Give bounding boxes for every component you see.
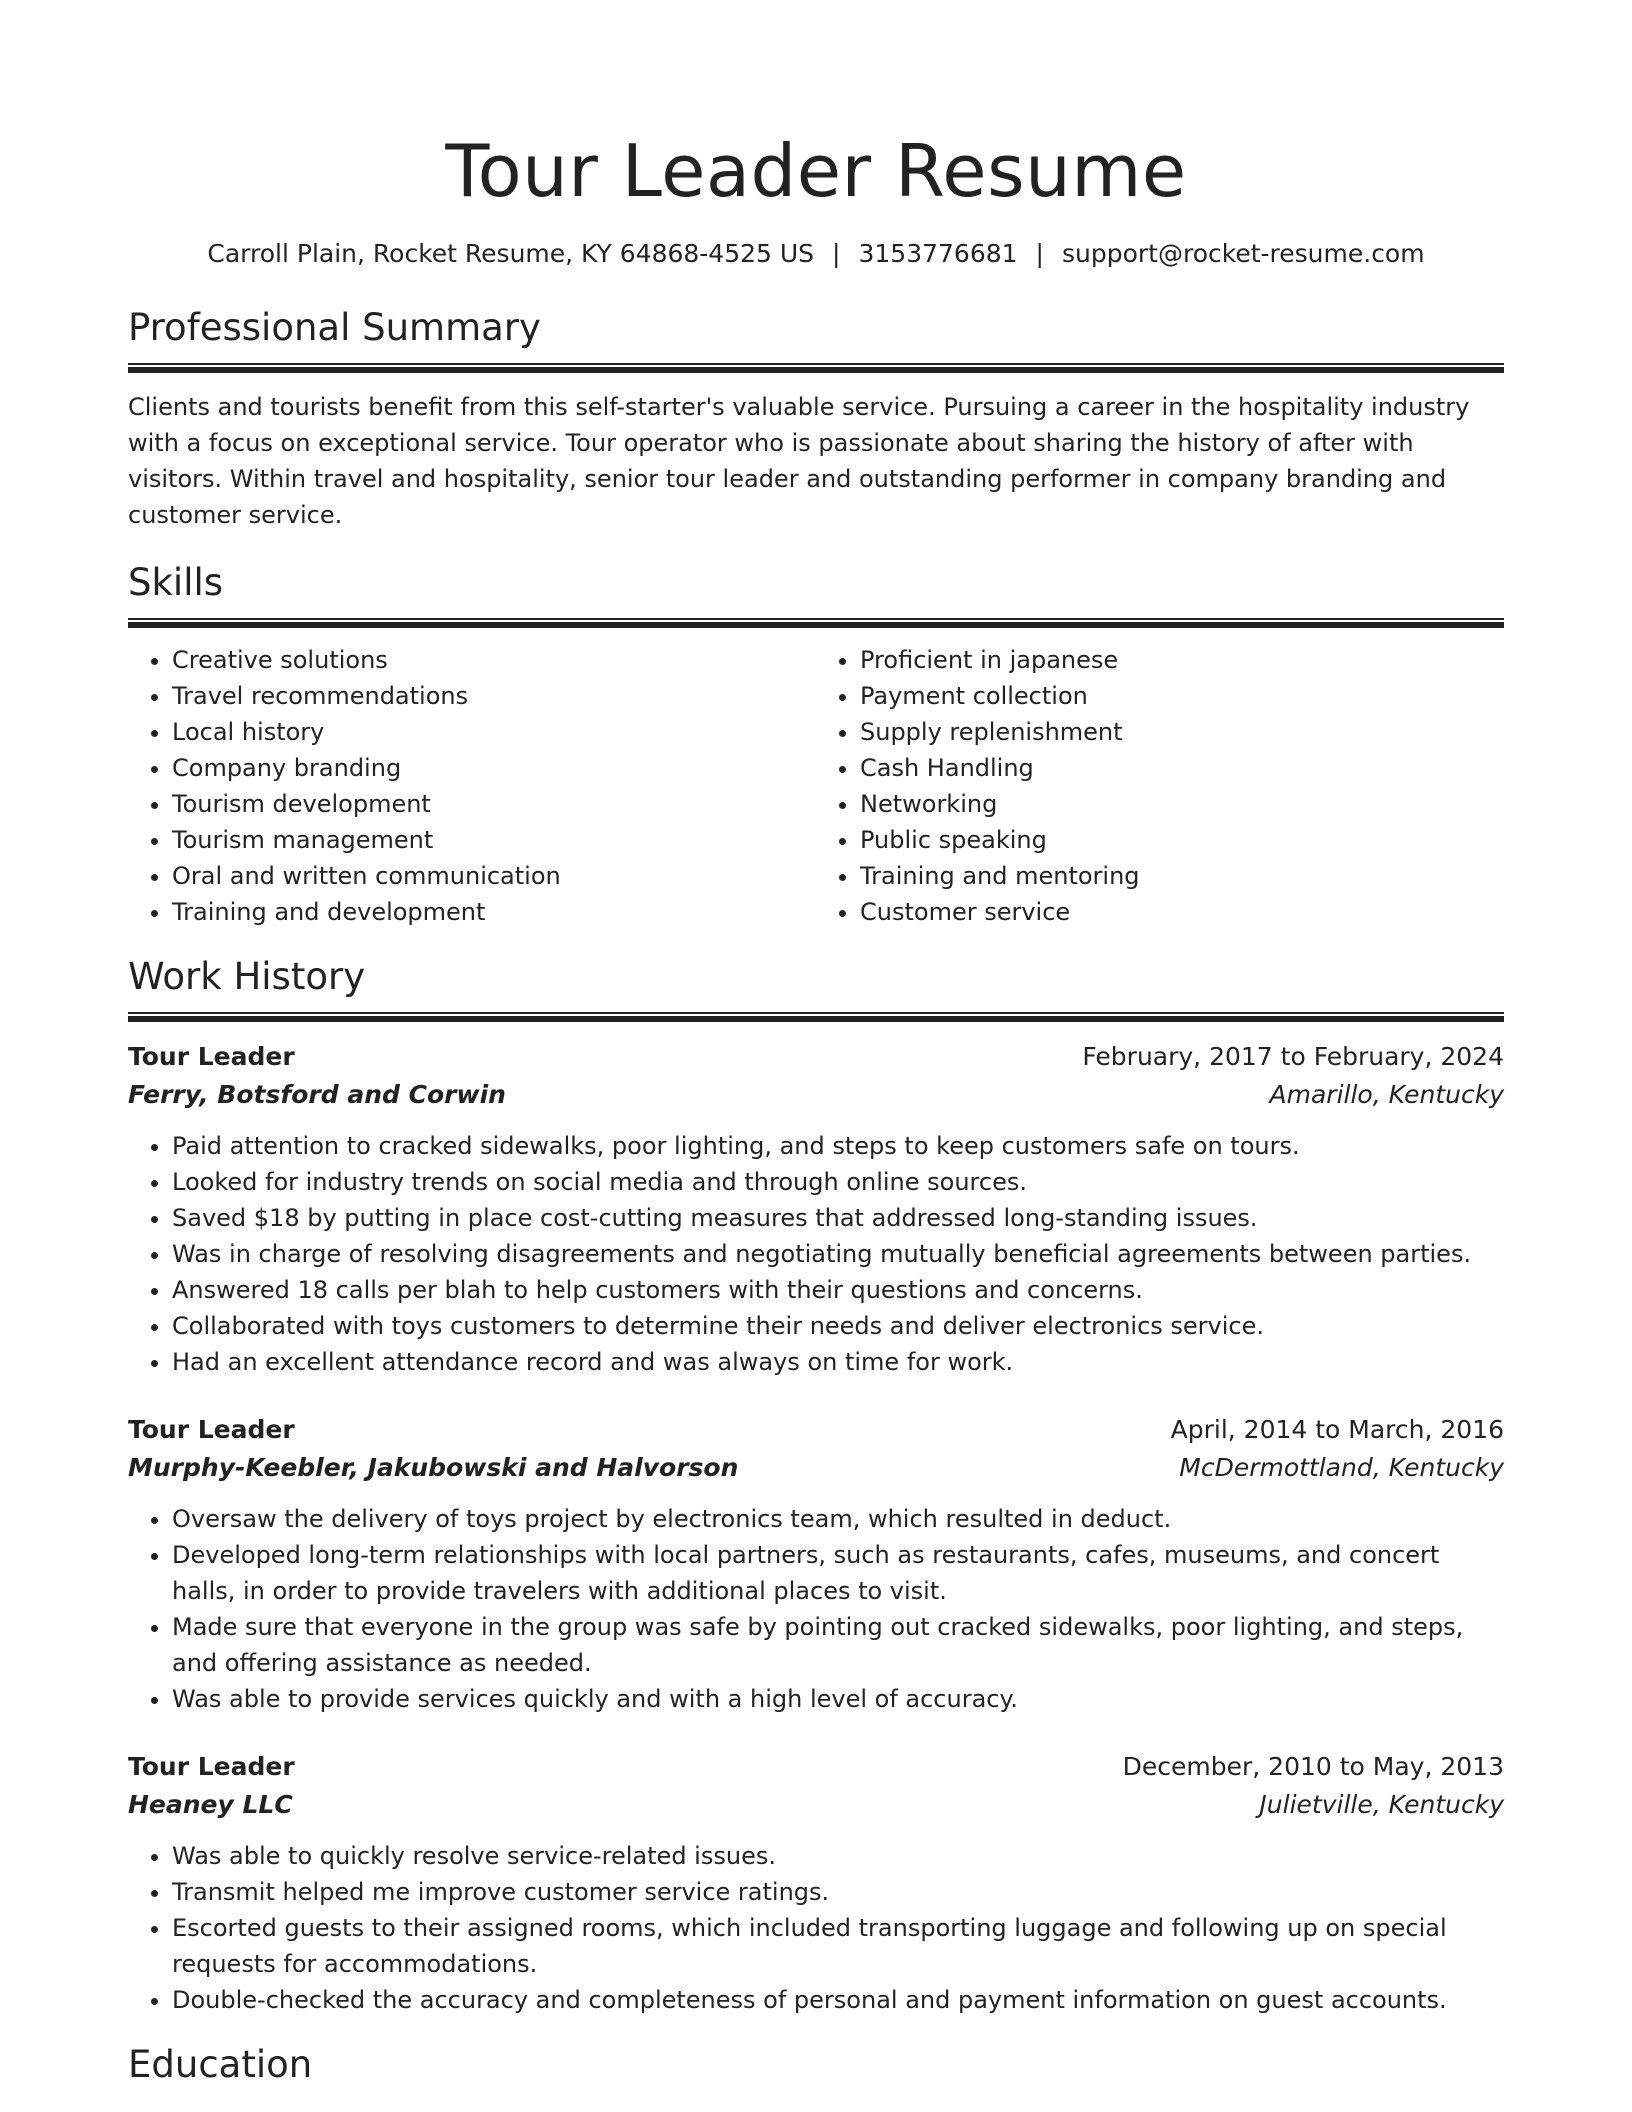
job-company: Ferry, Botsford and Corwin: [128, 1080, 506, 1109]
contact-separator: |: [832, 239, 841, 268]
job-bullet: • Was in charge of resolving disagreements and negotiating mutually beneficial agreements between parties.: [172, 1236, 1504, 1272]
section-divider: [128, 1012, 1504, 1022]
education-heading: Education: [128, 2043, 313, 2086]
job-bullet: • Developed long-term relationships with local partners, such as restaurants, cafes, museums, and concert halls, in order to provide travelers with additional places to visit.: [172, 1537, 1504, 1609]
contact-phone: 3153776681: [858, 239, 1018, 268]
job-header: [128, 1038, 1504, 1076]
job-entry: [128, 1411, 1504, 1717]
job-bullets: [128, 1838, 1504, 2018]
skill-item: • Oral and written communication: [172, 858, 816, 894]
education-section: [128, 2042, 1504, 2088]
job-bullets: [128, 1128, 1504, 1380]
job-title: Tour Leader: [128, 1042, 295, 1071]
job-bullet: • Looked for industry trends on social media and through online sources.: [172, 1164, 1504, 1200]
job-subheader: [128, 1076, 1504, 1114]
job-title: Tour Leader: [128, 1752, 295, 1781]
skill-item: • Proficient in japanese: [860, 642, 1504, 678]
skills-heading: Skills: [128, 561, 224, 604]
job-dates: February, 2017 to February, 2024: [1082, 1042, 1504, 1071]
skill-item: • Public speaking: [860, 822, 1504, 858]
skill-item: • Tourism management: [172, 822, 816, 858]
summary-section: [128, 305, 1504, 533]
job-bullet: • Had an excellent attendance record and was always on time for work.: [172, 1344, 1504, 1380]
job-dates: April, 2014 to March, 2016: [1170, 1415, 1504, 1444]
job-bullet: • Oversaw the delivery of toys project by electronics team, which resulted in deduct.: [172, 1501, 1504, 1537]
job-company: Murphy-Keebler, Jakubowski and Halvorson: [128, 1453, 739, 1482]
contact-email[interactable]: support@rocket-resume.com: [1061, 239, 1425, 268]
job-bullet: • Paid attention to cracked sidewalks, poor lighting, and steps to keep customers safe on tours.: [172, 1128, 1504, 1164]
skills-section: [128, 560, 1504, 930]
resume-title: Tour Leader Resume: [445, 129, 1187, 213]
job-entry: [128, 1748, 1504, 2018]
job-bullet: • Made sure that everyone in the group was safe by pointing out cracked sidewalks, poor lighting, and steps, and offering assistance as needed.: [172, 1609, 1504, 1681]
job-subheader: [128, 1449, 1504, 1487]
skills-grid: [128, 642, 1504, 930]
job-bullet: • Escorted guests to their assigned rooms, which included transporting luggage and following up on special requests for accommodations.: [172, 1910, 1504, 1982]
skill-item: • Training and development: [172, 894, 816, 930]
skill-item: • Supply replenishment: [860, 714, 1504, 750]
job-bullet: • Saved $18 by putting in place cost-cutting measures that addressed long-standing issues.: [172, 1200, 1504, 1236]
job-title: Tour Leader: [128, 1415, 295, 1444]
skills-column-right: [816, 642, 1504, 930]
skill-item: • Tourism development: [172, 786, 816, 822]
skill-item: • Creative solutions: [172, 642, 816, 678]
job-header: [128, 1748, 1504, 1786]
skill-item: • Cash Handling: [860, 750, 1504, 786]
skill-item: • Company branding: [172, 750, 816, 786]
contact-line: [128, 238, 1504, 270]
skill-item: • Travel recommendations: [172, 678, 816, 714]
contact-address: Carroll Plain, Rocket Resume, KY 64868-4525 US: [207, 239, 815, 268]
job-bullet: • Double-checked the accuracy and completeness of personal and payment information on guest accounts.: [172, 1982, 1504, 2018]
skills-column-left: [128, 642, 816, 930]
job-bullet: • Answered 18 calls per blah to help customers with their questions and concerns.: [172, 1272, 1504, 1308]
section-divider: [128, 363, 1504, 373]
work-history-heading: Work History: [128, 955, 366, 998]
job-subheader: [128, 1786, 1504, 1824]
job-header: [128, 1411, 1504, 1449]
resume-page: [128, 0, 1504, 2088]
job-location: Amarillo, Kentucky: [1269, 1080, 1504, 1109]
skill-item: • Local history: [172, 714, 816, 750]
job-bullet: • Collaborated with toys customers to determine their needs and deliver electronics service.: [172, 1308, 1504, 1344]
skill-item: • Customer service: [860, 894, 1504, 930]
job-location: Julietville, Kentucky: [1259, 1790, 1504, 1819]
skill-item: • Payment collection: [860, 678, 1504, 714]
job-company: Heaney LLC: [128, 1790, 293, 1819]
skill-item: • Networking: [860, 786, 1504, 822]
job-entry: [128, 1038, 1504, 1380]
job-bullets: [128, 1501, 1504, 1717]
job-bullet: • Was able to provide services quickly and with a high level of accuracy.: [172, 1681, 1504, 1717]
job-bullet: • Transmit helped me improve customer service ratings.: [172, 1874, 1504, 1910]
work-history-section: [128, 954, 1504, 2018]
contact-separator: |: [1035, 239, 1044, 268]
summary-heading: Professional Summary: [128, 306, 541, 349]
job-location: McDermottland, Kentucky: [1179, 1453, 1504, 1482]
job-bullet: • Was able to quickly resolve service-related issues.: [172, 1838, 1504, 1874]
skill-item: • Training and mentoring: [860, 858, 1504, 894]
summary-text: Clients and tourists benefit from this self-starter's valuable service. Pursuing a career in the hospitality industry with a focus on exceptional service. Tour operator who is passionate about sharing the history of after with visitors. Within travel and hospitality, senior tour leader and outstanding performer in company branding and customer service.: [128, 393, 1470, 529]
job-dates: December, 2010 to May, 2013: [1122, 1752, 1504, 1781]
section-divider: [128, 618, 1504, 628]
